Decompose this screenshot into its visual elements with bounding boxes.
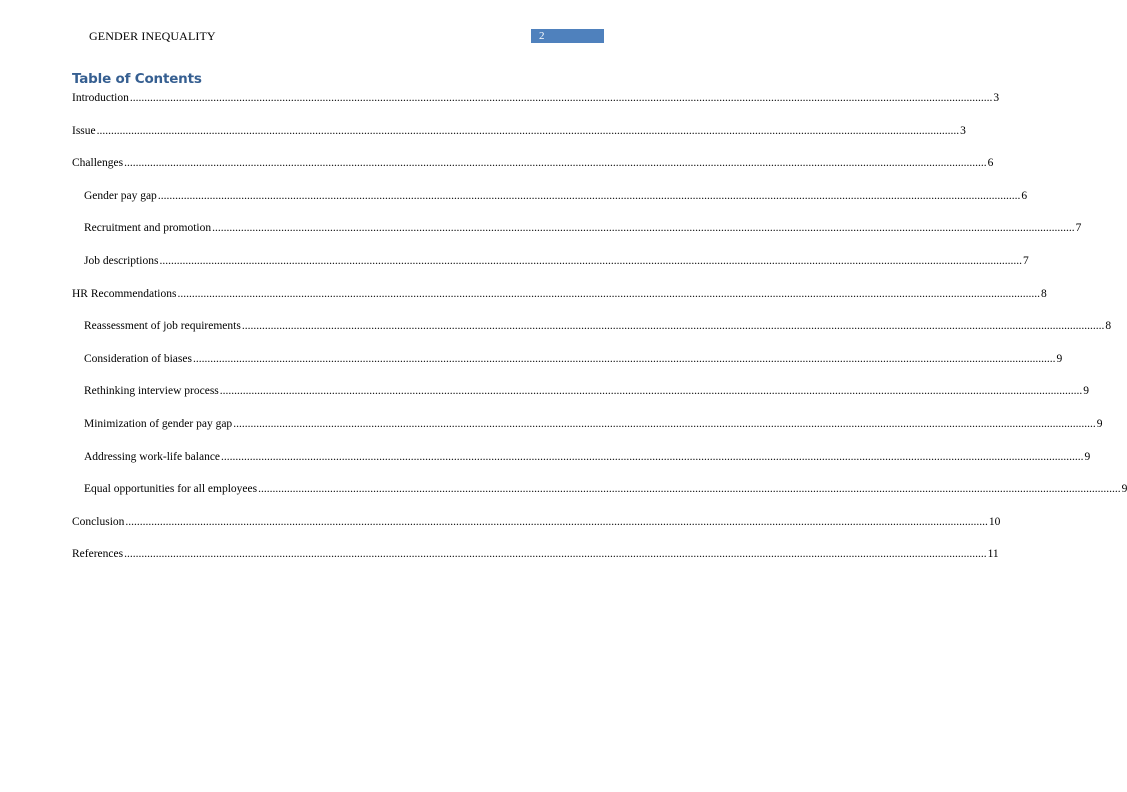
toc-entry-page: 9 — [1056, 352, 1063, 365]
toc-entry-page: 10 — [988, 515, 1001, 528]
toc-entry-label: Reassessment of job requirements — [84, 320, 241, 333]
toc-entry[interactable] — [84, 352, 1063, 367]
toc-entry[interactable] — [72, 156, 994, 171]
toc-dot-leader: ............................................................................................................................................................................................................................................................................................................ — [159, 255, 1022, 267]
toc-dot-leader: ............................................................................................................................................................................................................................................................................................................ — [177, 287, 1040, 300]
toc-entry[interactable] — [84, 384, 1090, 399]
toc-entry-page: 8 — [1105, 320, 1112, 333]
toc-dot-leader: ............................................................................................................................................................................................................................................................................................................ — [221, 450, 1084, 463]
toc-entry-label: Gender pay gap — [84, 189, 157, 202]
toc-entry-page: 9 — [1083, 385, 1090, 398]
toc-title: Table of Contents — [72, 71, 202, 87]
toc-entry-label: Minimization of gender pay gap — [84, 418, 233, 430]
toc-entry-label: Rethinking interview process — [84, 385, 219, 398]
toc-entry-label: Issue — [72, 124, 96, 137]
toc-entry-page: 9 — [1096, 418, 1103, 430]
toc-entry[interactable] — [72, 547, 999, 562]
toc-dot-leader: ............................................................................................................................................................................................................................................................................................................ — [192, 352, 1056, 365]
toc-dot-leader: ............................................................................................................................................................................................................................................................................................................ — [241, 320, 1105, 333]
toc-entry-page: 8 — [1040, 287, 1047, 300]
toc-dot-leader: ............................................................................................................................................................................................................................................................................................................ — [96, 124, 960, 137]
toc-entry-label: Equal opportunities for all employees — [84, 483, 258, 496]
toc-entry-label: Conclusion — [72, 515, 125, 528]
toc-entry[interactable] — [72, 287, 1047, 302]
toc-entry[interactable] — [72, 124, 966, 139]
running-head: GENDER INEQUALITY — [89, 29, 216, 43]
toc-dot-leader: ............................................................................................................................................................................................................................................................................................................ — [129, 92, 993, 104]
toc-entry[interactable] — [84, 450, 1091, 465]
toc-entry-label: Challenges — [72, 157, 124, 170]
toc-entry-page: 9 — [1121, 483, 1127, 496]
toc-entry-label: References — [72, 548, 124, 561]
toc-entry[interactable] — [84, 319, 1112, 334]
toc-dot-leader: ............................................................................................................................................................................................................................................................................................................ — [212, 222, 1075, 235]
toc-entry-label: Consideration of biases — [84, 352, 192, 365]
toc-entry-page: 3 — [993, 92, 1000, 104]
toc-entry[interactable] — [72, 91, 1000, 106]
toc-entry-label: Addressing work-life balance — [84, 450, 221, 463]
toc-entry-page: 6 — [987, 157, 994, 170]
toc-entry-page: 9 — [1084, 450, 1091, 463]
toc-dot-leader: ............................................................................................................................................................................................................................................................................................................ — [125, 515, 988, 528]
toc-entry-page: 3 — [960, 124, 966, 137]
toc-entry[interactable] — [84, 254, 1029, 269]
toc-dot-leader: ............................................................................................................................................................................................................................................................................................................ — [233, 418, 1096, 430]
toc-entry-label: Job descriptions — [84, 255, 159, 267]
toc-entry-label: Recruitment and promotion — [84, 222, 212, 235]
toc-entry[interactable] — [84, 221, 1082, 236]
toc-entry[interactable] — [84, 189, 1028, 204]
toc-entry-label: Introduction — [72, 92, 129, 104]
toc-entry-page: 6 — [1021, 189, 1028, 202]
toc-dot-leader: ............................................................................................................................................................................................................................................................................................................ — [258, 483, 1121, 496]
toc-entry[interactable] — [84, 417, 1103, 432]
toc-entry-page: 11 — [987, 548, 999, 561]
toc-dot-leader: ............................................................................................................................................................................................................................................................................................................ — [124, 548, 987, 561]
toc-entry-page: 7 — [1075, 222, 1082, 235]
toc-dot-leader: ............................................................................................................................................................................................................................................................................................................ — [219, 385, 1083, 398]
toc-entry[interactable] — [72, 515, 1001, 530]
toc-entry-label: HR Recommendations — [72, 287, 177, 300]
toc-dot-leader: ............................................................................................................................................................................................................................................................................................................ — [124, 157, 987, 170]
toc-dot-leader: ............................................................................................................................................................................................................................................................................................................ — [157, 189, 1021, 202]
toc-entry-page: 7 — [1022, 255, 1029, 267]
toc-entry[interactable] — [84, 482, 1127, 497]
page-number-badge: 2 — [531, 29, 604, 43]
